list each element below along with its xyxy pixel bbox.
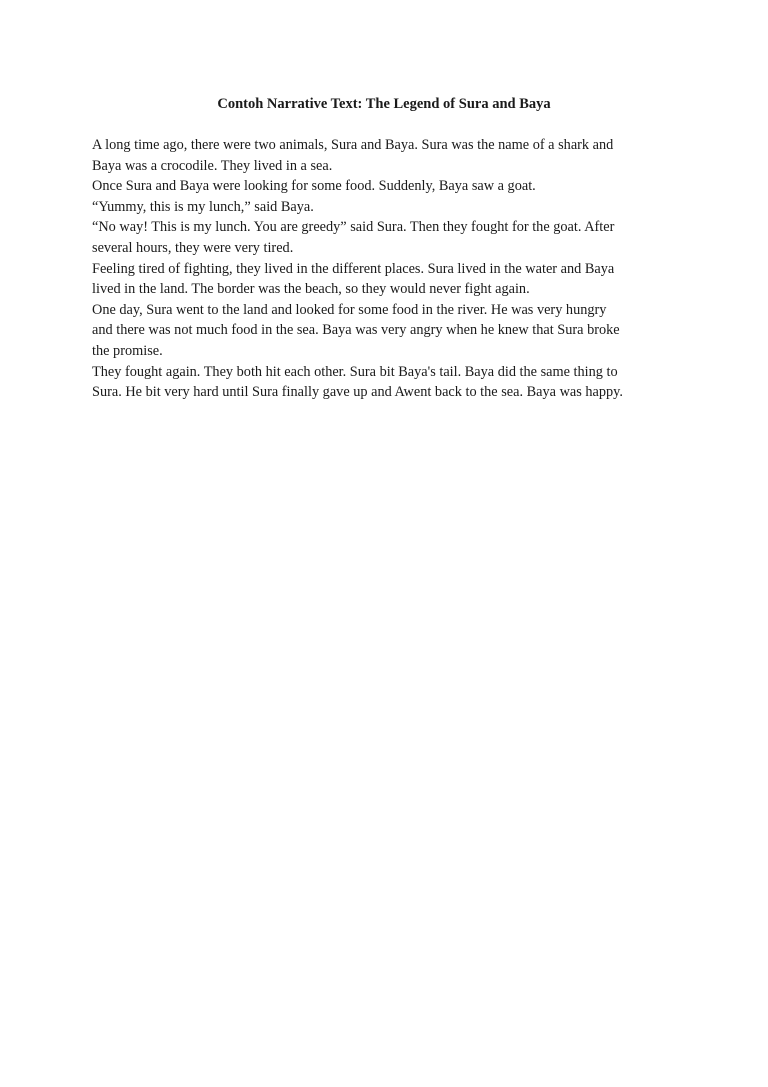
document-body [92, 135, 682, 403]
document-title: Contoh Narrative Text: The Legend of Sura and Baya [217, 96, 551, 112]
body-line: several hours, they were very tired. [92, 239, 294, 256]
body-line: “Yummy, this is my lunch,” said Baya. [92, 198, 314, 215]
body-line: lived in the land. The border was the beach, so they would never fight again. [92, 281, 530, 298]
body-line: Sura. He bit very hard until Sura finally gave up and Awent back to the sea. Baya was happy. [92, 384, 623, 401]
body-line: Once Sura and Baya were looking for some food. Suddenly, Baya saw a goat. [92, 178, 536, 195]
body-line: Baya was a crocodile. They lived in a sea. [92, 157, 333, 174]
body-line: “No way! This is my lunch. You are greedy” said Sura. Then they fought for the goat. After [92, 219, 615, 236]
body-line: One day, Sura went to the land and looked for some food in the river. He was very hungry [92, 301, 607, 318]
body-line: Feeling tired of fighting, they lived in the different places. Sura lived in the water and Baya [92, 260, 615, 277]
body-line: A long time ago, there were two animals, Sura and Baya. Sura was the name of a shark and [92, 137, 614, 153]
body-line: and there was not much food in the sea. Baya was very angry when he knew that Sura broke [92, 322, 620, 339]
body-line: They fought again. They both hit each other. Sura bit Baya's tail. Baya did the same thing to [92, 363, 618, 380]
body-line: the promise. [92, 342, 163, 359]
